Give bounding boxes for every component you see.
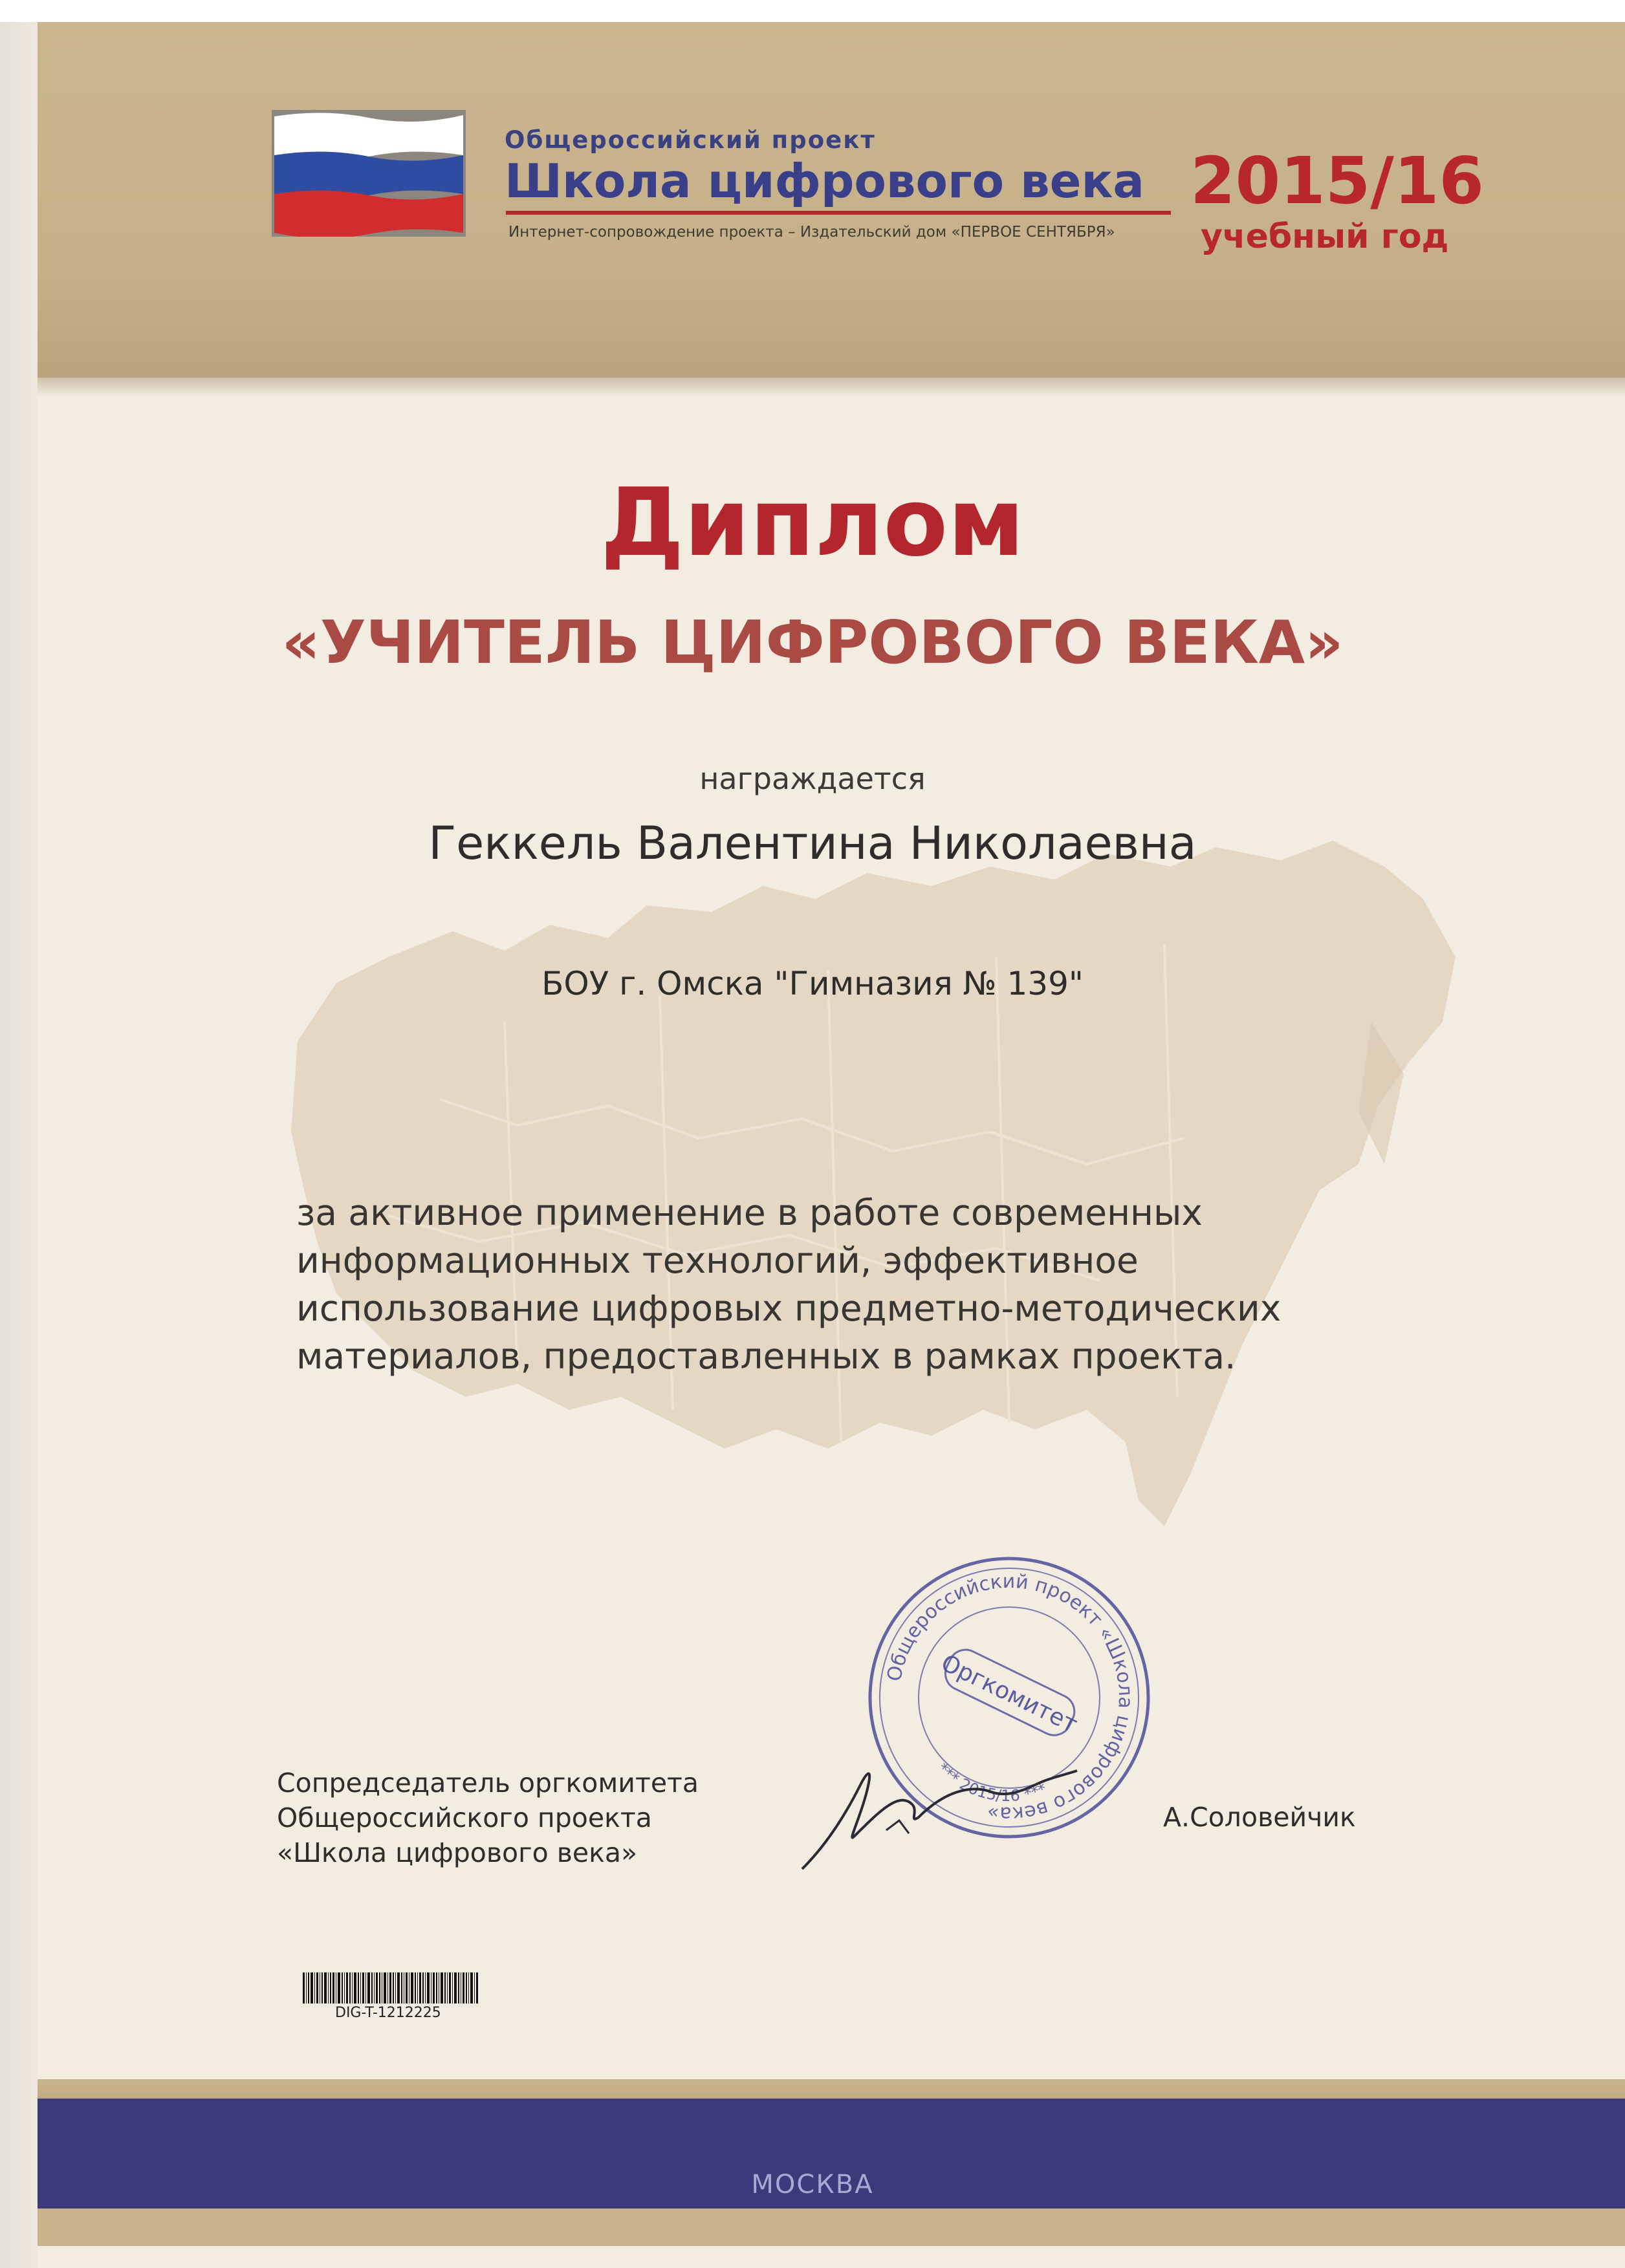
russian-flag-icon [272, 110, 466, 237]
academic-year-caption: учебный год [1201, 217, 1449, 256]
paper-edge [0, 22, 38, 2268]
footer-gold-stripe [38, 2079, 1625, 2099]
signer-role-line-2: Общероссийского проекта [277, 1802, 652, 1833]
signer-name: А.Соловейчик [1163, 1802, 1356, 1833]
signer-role-line-1: Сопредседатель оргкомитета [277, 1767, 699, 1798]
stamp-ring-text: Общероссийский проект «Школа цифрового века» [882, 1570, 1137, 1826]
project-subtitle: Общероссийский проект [505, 126, 876, 154]
barcode-icon [303, 1972, 479, 2003]
project-support-text: Интернет-сопровождение проекта – Издательский дом «ПЕРВОЕ СЕНТЯБРЯ» [508, 224, 1115, 241]
stamp-center-text: Оргкомитет [937, 1649, 1082, 1738]
diploma-title: Диплом [600, 468, 1025, 578]
stamp-bottom-text: *** 2015/16 *** [933, 1759, 1049, 1806]
institution-name: БОУ г. Омска "Гимназия № 139" [541, 965, 1084, 1002]
footer-bottom-stripe [38, 2209, 1625, 2246]
awarded-label: награждается [699, 761, 926, 796]
recipient-name: Геккель Валентина Николаевна [428, 817, 1197, 870]
academic-year: 2015/16 [1190, 143, 1485, 219]
handwritten-signature [789, 1714, 1087, 1888]
project-title-underline [506, 211, 1171, 215]
signer-role [277, 1766, 699, 1870]
barcode-number: DIG-T-1212225 [335, 2005, 441, 2021]
award-reason: за активное применение в работе современных информационных технологий, эффективное использование цифровых предметно-методических материалов, предоставленных в рамках проекта. [296, 1192, 1281, 1377]
diploma-subtitle: «УЧИТЕЛЬ ЦИФРОВОГО ВЕКА» [281, 608, 1344, 677]
footer-city: МОСКВА [751, 2170, 874, 2199]
header-shadow [38, 378, 1625, 397]
signer-role-line-3: «Школа цифрового века» [277, 1837, 638, 1868]
project-title: Школа цифрового века [505, 154, 1144, 208]
